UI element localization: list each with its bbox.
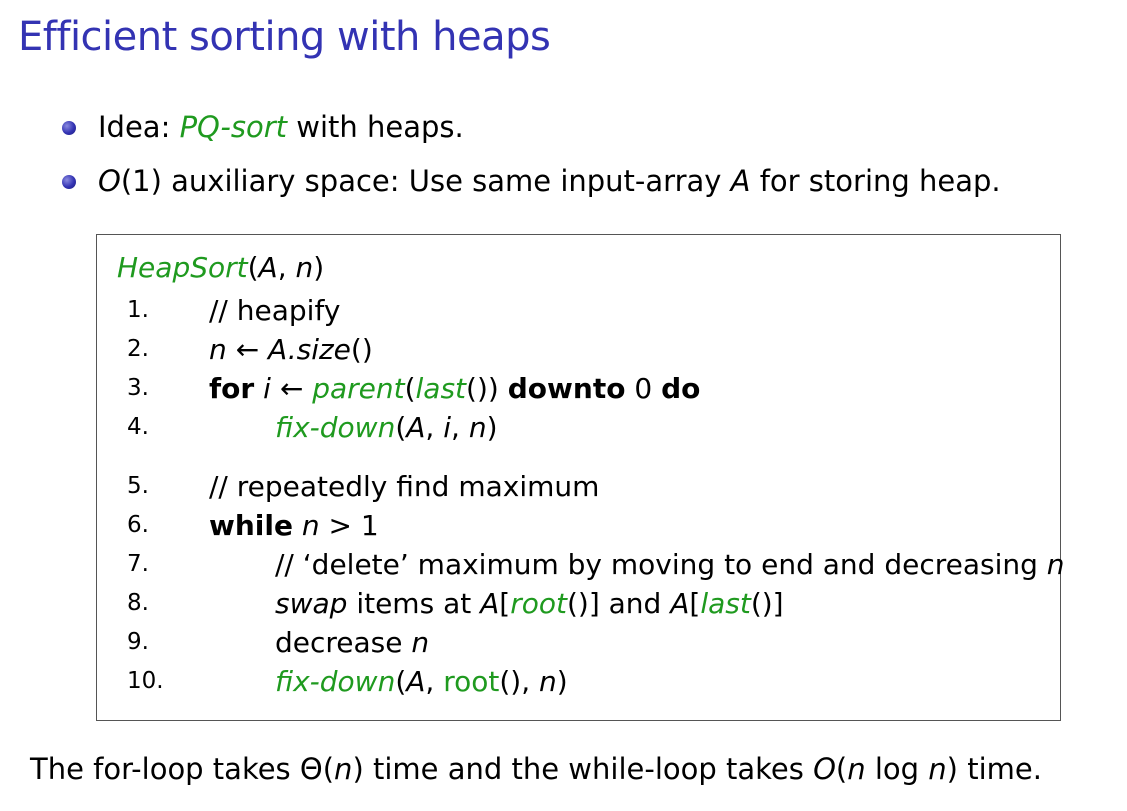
text: time and the while-loop takes — [363, 752, 814, 786]
comma: , — [277, 251, 296, 284]
bullet-icon — [62, 175, 76, 189]
var-a: A — [480, 587, 500, 620]
code — [275, 623, 429, 662]
algo-line-7 — [97, 545, 1065, 584]
line-number: 9. — [127, 629, 149, 655]
var-n: n — [539, 665, 557, 698]
line-number: 3. — [127, 375, 149, 401]
page-title: Efficient sorting with heaps — [18, 14, 551, 60]
bullet-icon — [62, 121, 76, 135]
line-number: 2. — [127, 336, 149, 362]
text: decrease — [275, 626, 412, 659]
paren: ( — [395, 665, 407, 698]
var-n: n — [411, 626, 430, 659]
comparison: > 1 — [319, 509, 379, 542]
keyword-while: while — [209, 509, 293, 542]
algorithm-box — [96, 234, 1065, 721]
var-a: A — [406, 665, 426, 698]
code — [209, 330, 373, 369]
paren: ( — [247, 251, 259, 284]
algo-line-4 — [97, 408, 1060, 447]
math-o: O — [98, 164, 121, 198]
paren: ( — [322, 752, 335, 786]
var-a: A — [406, 411, 426, 444]
paren: ( — [835, 752, 848, 786]
bracket: [ — [499, 587, 511, 620]
algo-line-2 — [97, 330, 1060, 369]
parens: () — [350, 333, 373, 366]
fn-fix: fix — [275, 665, 310, 698]
bullet-text: for storing heap. — [750, 164, 1001, 198]
bracket: [ — [689, 587, 701, 620]
bullet-item-space — [62, 158, 1001, 212]
var-i: i — [263, 372, 271, 405]
arrow: ← — [226, 333, 269, 366]
comment-text: // ‘delete’ maximum by moving to end and decreasing — [275, 548, 1047, 581]
keyword-for: for — [209, 372, 255, 405]
complexity-summary — [30, 752, 1042, 786]
var-a: A — [670, 587, 690, 620]
bullet-item-idea — [62, 104, 1001, 158]
comment — [275, 545, 1065, 584]
algo-line-9 — [97, 623, 1060, 662]
line-number: 4. — [127, 414, 149, 440]
fn-parent: parent — [312, 372, 405, 405]
fn-last: last — [700, 587, 751, 620]
keyword-downto: downto — [507, 372, 626, 405]
comma: , — [451, 411, 469, 444]
line-number: 10. — [127, 668, 164, 694]
var-i: i — [443, 411, 451, 444]
math-theta: Θ — [299, 752, 323, 786]
paren: ) — [556, 665, 568, 698]
var-a: A — [268, 333, 288, 366]
algo-line-5 — [97, 467, 1060, 506]
comment: // heapify — [209, 294, 341, 327]
bullet-text: Idea: — [98, 110, 180, 144]
algorithm-name: HeapSort — [117, 251, 248, 284]
code — [209, 369, 700, 408]
bullet-list — [62, 104, 1001, 212]
algo-line-3 — [97, 369, 1060, 408]
algo-line-1 — [97, 291, 1060, 330]
line-number: 8. — [127, 590, 149, 616]
var-n: n — [928, 752, 947, 786]
keyword-do: do — [661, 372, 701, 405]
text: The for-loop takes — [30, 752, 300, 786]
line-number: 5. — [127, 473, 149, 499]
paren: ) — [486, 411, 498, 444]
code — [275, 662, 568, 701]
fn-fix-down: fix-down — [275, 411, 396, 444]
var-n: n — [847, 752, 866, 786]
paren: ) — [352, 752, 364, 786]
algo-line-10 — [97, 662, 1060, 701]
text: items at — [347, 587, 481, 620]
paren: (), — [499, 665, 540, 698]
math-o: O — [813, 752, 836, 786]
comment: // repeatedly find maximum — [209, 470, 600, 503]
var-n: n — [468, 411, 487, 444]
code — [209, 506, 379, 545]
bullet-text: with heaps. — [287, 110, 464, 144]
bracket: ()] and — [566, 587, 671, 620]
code — [275, 584, 784, 623]
algorithm-header — [117, 251, 324, 284]
arg-a: A — [258, 251, 278, 284]
zero: 0 — [634, 372, 653, 405]
size-method: .size — [287, 333, 351, 366]
algorithm-lines — [97, 291, 1065, 701]
var-n: n — [1046, 548, 1065, 581]
fn-root: root — [443, 665, 500, 698]
comma: , — [425, 411, 444, 444]
paren: ( — [395, 411, 407, 444]
pq-sort-term: PQ-sort — [179, 110, 288, 144]
var-n: n — [301, 509, 320, 542]
text: time. — [958, 752, 1042, 786]
fn-last: last — [415, 372, 467, 405]
var-n: n — [334, 752, 353, 786]
fn-root: root — [510, 587, 567, 620]
math-a: A — [730, 164, 751, 198]
bracket: ()] — [750, 587, 784, 620]
paren: ) — [313, 251, 325, 284]
swap: swap — [275, 587, 348, 620]
var-n: n — [209, 333, 227, 366]
code — [275, 408, 498, 447]
bullet-text: (1) auxiliary space: Use same input-array — [120, 164, 731, 198]
line-number: 1. — [127, 297, 149, 323]
arg-n: n — [295, 251, 314, 284]
paren: ()) — [466, 372, 499, 405]
line-number: 6. — [127, 512, 149, 538]
fn-down: -down — [309, 665, 396, 698]
paren: ( — [404, 372, 416, 405]
line-number: 7. — [127, 551, 149, 577]
log: log — [865, 752, 929, 786]
algo-line-8 — [97, 584, 1060, 623]
arrow: ← — [270, 372, 313, 405]
algo-line-6 — [97, 506, 1060, 545]
paren: ) — [946, 752, 958, 786]
comma: , — [425, 665, 444, 698]
